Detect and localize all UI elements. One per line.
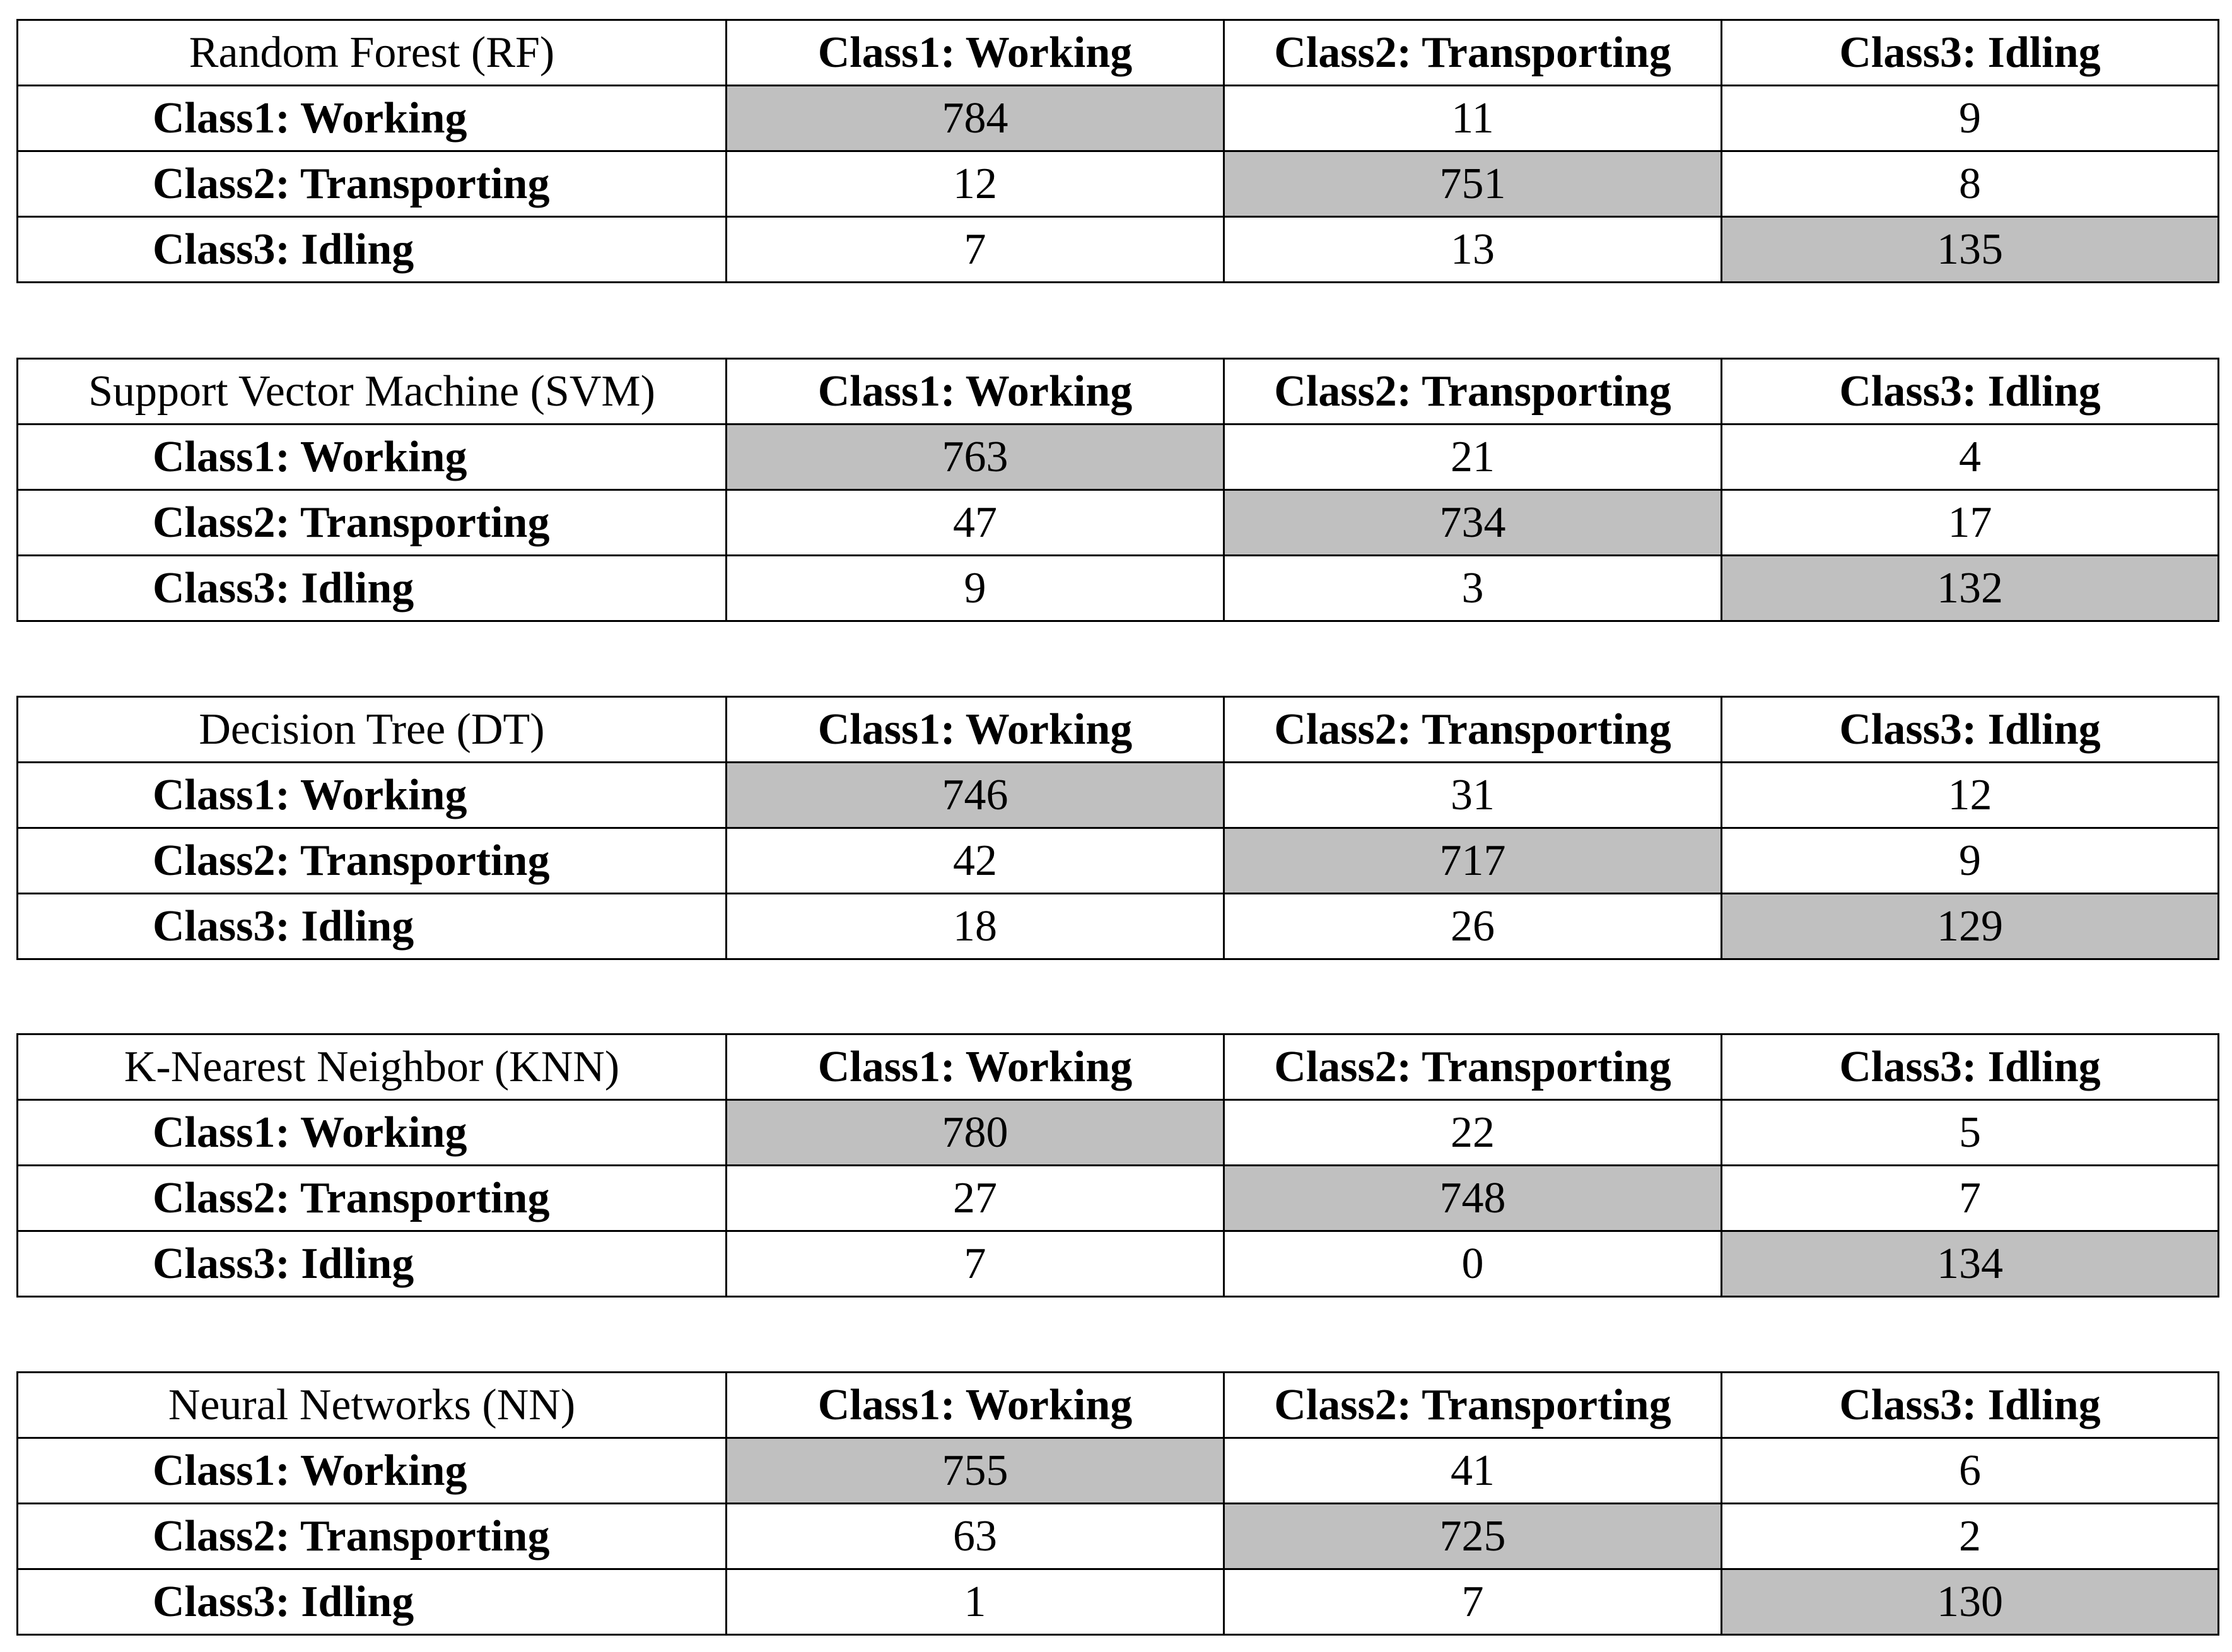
- table-row: [18, 1231, 2219, 1297]
- cell-value: 3: [1224, 556, 1722, 621]
- cell-value: 27: [727, 1166, 1224, 1231]
- cell-value: 21: [1224, 425, 1722, 490]
- column-header: Class2: Transporting: [1224, 697, 1722, 763]
- header-row: [18, 20, 2219, 86]
- cell-value: 717: [1224, 828, 1722, 894]
- table-row: [18, 1569, 2219, 1635]
- cell-value: 755: [727, 1438, 1224, 1504]
- cell-value: 18: [727, 894, 1224, 959]
- cell-value: 135: [1722, 217, 2219, 283]
- cell-value: 9: [1722, 86, 2219, 151]
- cell-value: 132: [1722, 556, 2219, 621]
- table-row: [18, 828, 2219, 894]
- confusion-matrix-knn: [16, 1033, 2219, 1298]
- cell-value: 12: [727, 151, 1224, 217]
- cell-value: 129: [1722, 894, 2219, 959]
- cell-value: 748: [1224, 1166, 1722, 1231]
- row-header: Class1: Working: [18, 425, 727, 490]
- cell-value: 7: [1722, 1166, 2219, 1231]
- table-row: [18, 86, 2219, 151]
- table-row: [18, 425, 2219, 490]
- header-row: [18, 697, 2219, 763]
- cell-value: 784: [727, 86, 1224, 151]
- cell-value: 780: [727, 1100, 1224, 1166]
- row-header: Class1: Working: [18, 86, 727, 151]
- cell-value: 7: [1224, 1569, 1722, 1635]
- row-header: Class1: Working: [18, 763, 727, 828]
- cell-value: 12: [1722, 763, 2219, 828]
- cell-value: 0: [1224, 1231, 1722, 1297]
- cell-value: 41: [1224, 1438, 1722, 1504]
- model-name: Random Forest (RF): [18, 20, 727, 86]
- table-row: [18, 490, 2219, 556]
- cell-value: 31: [1224, 763, 1722, 828]
- row-header: Class2: Transporting: [18, 490, 727, 556]
- column-header: Class2: Transporting: [1224, 1034, 1722, 1100]
- row-header: Class2: Transporting: [18, 1166, 727, 1231]
- cell-value: 130: [1722, 1569, 2219, 1635]
- column-header: Class1: Working: [727, 1373, 1224, 1438]
- cell-value: 8: [1722, 151, 2219, 217]
- table-row: [18, 217, 2219, 283]
- cell-value: 26: [1224, 894, 1722, 959]
- confusion-matrix-nn: [16, 1371, 2219, 1636]
- column-header: Class2: Transporting: [1224, 20, 1722, 86]
- confusion-matrix-svm: [16, 358, 2219, 622]
- table-row: [18, 1504, 2219, 1569]
- row-header: Class3: Idling: [18, 894, 727, 959]
- column-header: Class3: Idling: [1722, 1034, 2219, 1100]
- cell-value: 9: [727, 556, 1224, 621]
- cell-value: 7: [727, 1231, 1224, 1297]
- column-header: Class2: Transporting: [1224, 1373, 1722, 1438]
- row-header: Class3: Idling: [18, 1569, 727, 1635]
- table-row: [18, 1166, 2219, 1231]
- row-header: Class3: Idling: [18, 556, 727, 621]
- cell-value: 22: [1224, 1100, 1722, 1166]
- model-name: Decision Tree (DT): [18, 697, 727, 763]
- column-header: Class1: Working: [727, 20, 1224, 86]
- cell-value: 7: [727, 217, 1224, 283]
- cell-value: 1: [727, 1569, 1224, 1635]
- column-header: Class1: Working: [727, 1034, 1224, 1100]
- cell-value: 746: [727, 763, 1224, 828]
- model-name: Neural Networks (NN): [18, 1373, 727, 1438]
- row-header: Class1: Working: [18, 1438, 727, 1504]
- cell-value: 763: [727, 425, 1224, 490]
- column-header: Class2: Transporting: [1224, 359, 1722, 425]
- model-name: K-Nearest Neighbor (KNN): [18, 1034, 727, 1100]
- row-header: Class3: Idling: [18, 1231, 727, 1297]
- cell-value: 734: [1224, 490, 1722, 556]
- cell-value: 17: [1722, 490, 2219, 556]
- table-row: [18, 556, 2219, 621]
- cell-value: 2: [1722, 1504, 2219, 1569]
- cell-value: 6: [1722, 1438, 2219, 1504]
- row-header: Class2: Transporting: [18, 1504, 727, 1569]
- cell-value: 9: [1722, 828, 2219, 894]
- cell-value: 725: [1224, 1504, 1722, 1569]
- cell-value: 11: [1224, 86, 1722, 151]
- cell-value: 63: [727, 1504, 1224, 1569]
- cell-value: 134: [1722, 1231, 2219, 1297]
- cell-value: 47: [727, 490, 1224, 556]
- table-row: [18, 763, 2219, 828]
- header-row: [18, 359, 2219, 425]
- column-header: Class3: Idling: [1722, 359, 2219, 425]
- column-header: Class3: Idling: [1722, 20, 2219, 86]
- column-header: Class1: Working: [727, 697, 1224, 763]
- cell-value: 42: [727, 828, 1224, 894]
- column-header: Class3: Idling: [1722, 1373, 2219, 1438]
- header-row: [18, 1373, 2219, 1438]
- model-name: Support Vector Machine (SVM): [18, 359, 727, 425]
- row-header: Class3: Idling: [18, 217, 727, 283]
- header-row: [18, 1034, 2219, 1100]
- confusion-matrix-dt: [16, 696, 2219, 960]
- table-row: [18, 894, 2219, 959]
- table-row: [18, 1100, 2219, 1166]
- table-row: [18, 151, 2219, 217]
- row-header: Class1: Working: [18, 1100, 727, 1166]
- confusion-matrix-rf: [16, 19, 2219, 283]
- column-header: Class3: Idling: [1722, 697, 2219, 763]
- cell-value: 5: [1722, 1100, 2219, 1166]
- table-row: [18, 1438, 2219, 1504]
- row-header: Class2: Transporting: [18, 151, 727, 217]
- cell-value: 751: [1224, 151, 1722, 217]
- cell-value: 4: [1722, 425, 2219, 490]
- row-header: Class2: Transporting: [18, 828, 727, 894]
- column-header: Class1: Working: [727, 359, 1224, 425]
- cell-value: 13: [1224, 217, 1722, 283]
